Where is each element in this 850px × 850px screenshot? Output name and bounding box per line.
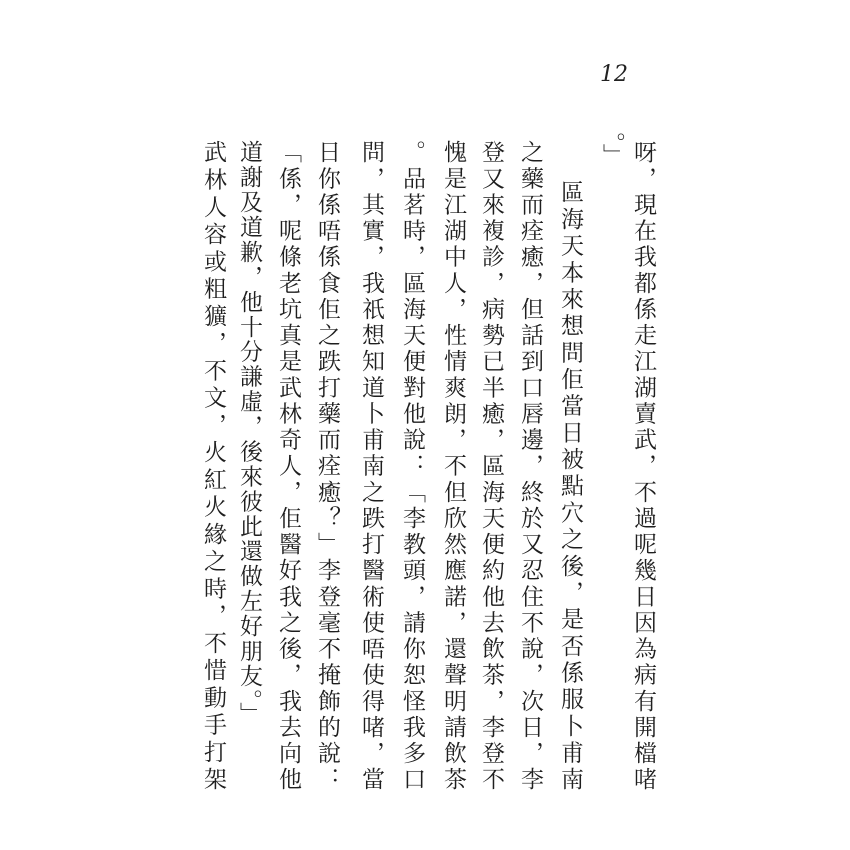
- text-column-10: 「係，呢條老坑真是武林奇人，佢醫好我之後，我去向他: [275, 140, 301, 790]
- text-column-1: 呀，現在我都係走江湖賣武，不過呢幾日因為病有開檔啫: [630, 140, 656, 790]
- text-column-12: 武林人容或粗獷，不文，火紅火緣之時，不惜動手打架: [200, 140, 226, 790]
- text-column-6: 愧是江湖中人，性情爽朗，不但欣然應諾，還聲明請飲茶: [440, 140, 466, 790]
- text-column-2: 。」: [599, 132, 625, 167]
- text-column-3: 區海天本來想問佢當日被點穴之後，是否係服卜甫南: [557, 180, 583, 790]
- page-number: 12: [600, 62, 628, 87]
- text-column-11: 道謝及道歉，他十分謙虛，後來彼此還做左好朋友。」: [236, 140, 262, 725]
- text-column-4: 之藥而痊癒，但話到口唇邊，終於又忍住不說，次日，李: [517, 140, 543, 790]
- text-column-9: 日你係唔係食佢之跌打藥而痊癒？」李登毫不掩飾的說：: [314, 140, 340, 790]
- text-column-7: 。品茗時，區海天便對他說：「李教頭，請你恕怪我多口: [399, 140, 425, 790]
- text-column-5: 登又來複診，病勢已半癒，區海天便約他去飲茶，李登不: [478, 140, 504, 790]
- text-column-8: 問，其實，我祇想知道卜甫南之跌打醫術使唔使得啫，當: [358, 140, 384, 790]
